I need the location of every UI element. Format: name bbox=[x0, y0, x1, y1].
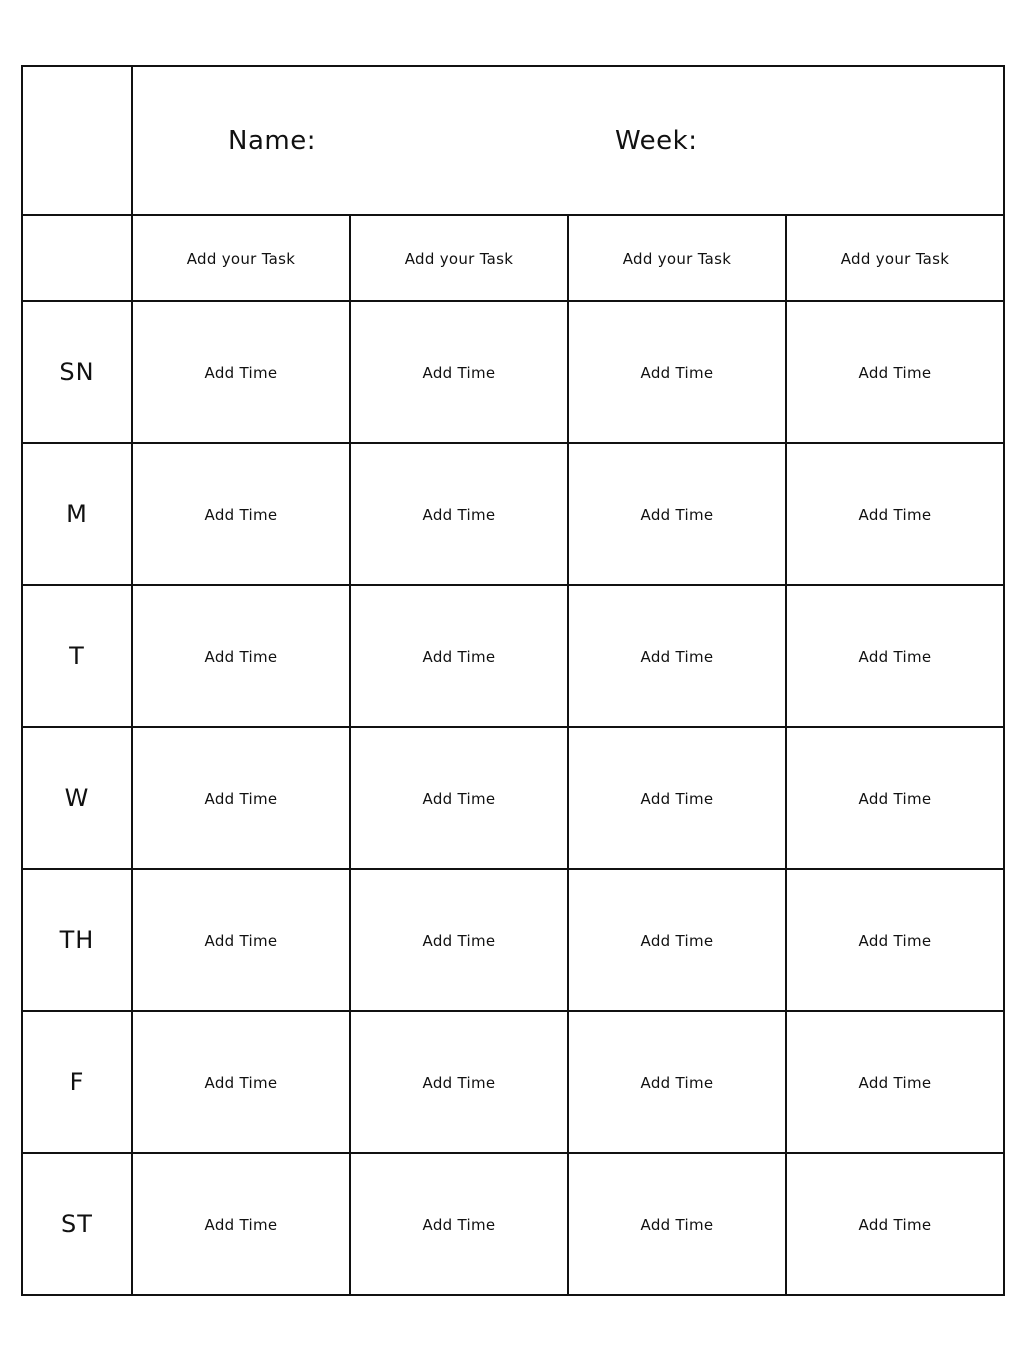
time-label: Add Time bbox=[640, 505, 714, 524]
time-label: Add Time bbox=[204, 647, 278, 666]
time-label: Add Time bbox=[858, 647, 932, 666]
day-cell bbox=[22, 1153, 132, 1295]
time-cell[interactable] bbox=[350, 869, 568, 1011]
time-cell[interactable] bbox=[350, 585, 568, 727]
day-label: ST bbox=[61, 1210, 93, 1238]
time-cell[interactable] bbox=[568, 1011, 786, 1153]
day-label: T bbox=[69, 642, 85, 670]
corner-cell bbox=[22, 66, 132, 215]
time-cell[interactable] bbox=[568, 1153, 786, 1295]
day-label: SN bbox=[59, 358, 95, 386]
time-cell[interactable] bbox=[568, 443, 786, 585]
time-label: Add Time bbox=[858, 363, 932, 382]
time-label: Add Time bbox=[422, 1073, 496, 1092]
time-cell[interactable] bbox=[786, 1153, 1004, 1295]
weekly-planner-table bbox=[21, 65, 1005, 1296]
time-label: Add Time bbox=[204, 1073, 278, 1092]
time-cell[interactable] bbox=[786, 301, 1004, 443]
task-cell[interactable] bbox=[350, 215, 568, 301]
day-row-st bbox=[22, 1153, 1004, 1295]
time-label: Add Time bbox=[640, 1073, 714, 1092]
time-cell[interactable] bbox=[786, 1011, 1004, 1153]
time-label: Add Time bbox=[858, 1215, 932, 1234]
time-label: Add Time bbox=[640, 931, 714, 950]
day-label: TH bbox=[59, 926, 95, 954]
task-label: Add your Task bbox=[840, 249, 950, 268]
time-label: Add Time bbox=[204, 363, 278, 382]
time-cell[interactable] bbox=[350, 443, 568, 585]
name-label: Name: bbox=[228, 125, 316, 156]
time-label: Add Time bbox=[422, 505, 496, 524]
time-label: Add Time bbox=[204, 505, 278, 524]
time-cell[interactable] bbox=[568, 869, 786, 1011]
day-row-w bbox=[22, 727, 1004, 869]
time-label: Add Time bbox=[204, 789, 278, 808]
day-cell bbox=[22, 869, 132, 1011]
day-row-t bbox=[22, 585, 1004, 727]
day-label: F bbox=[69, 1068, 85, 1096]
time-label: Add Time bbox=[422, 931, 496, 950]
time-label: Add Time bbox=[640, 363, 714, 382]
time-cell[interactable] bbox=[350, 1011, 568, 1153]
time-cell[interactable] bbox=[786, 443, 1004, 585]
week-label: Week: bbox=[615, 125, 698, 156]
time-label: Add Time bbox=[858, 1073, 932, 1092]
time-cell[interactable] bbox=[350, 301, 568, 443]
day-row-f bbox=[22, 1011, 1004, 1153]
task-cell[interactable] bbox=[568, 215, 786, 301]
time-label: Add Time bbox=[640, 1215, 714, 1234]
day-label: M bbox=[66, 500, 88, 528]
task-cell[interactable] bbox=[786, 215, 1004, 301]
task-label: Add your Task bbox=[186, 249, 296, 268]
time-cell[interactable] bbox=[132, 443, 350, 585]
day-row-th bbox=[22, 869, 1004, 1011]
header-row bbox=[22, 66, 1004, 215]
time-cell[interactable] bbox=[350, 727, 568, 869]
time-label: Add Time bbox=[204, 1215, 278, 1234]
time-label: Add Time bbox=[422, 789, 496, 808]
time-label: Add Time bbox=[422, 647, 496, 666]
day-cell bbox=[22, 1011, 132, 1153]
day-label: W bbox=[64, 784, 90, 812]
time-cell[interactable] bbox=[132, 585, 350, 727]
time-label: Add Time bbox=[640, 647, 714, 666]
tasks-row bbox=[22, 215, 1004, 301]
time-cell[interactable] bbox=[350, 1153, 568, 1295]
time-label: Add Time bbox=[858, 931, 932, 950]
day-cell bbox=[22, 727, 132, 869]
day-row-sn bbox=[22, 301, 1004, 443]
time-label: Add Time bbox=[858, 505, 932, 524]
day-row-m bbox=[22, 443, 1004, 585]
time-label: Add Time bbox=[640, 789, 714, 808]
day-cell bbox=[22, 301, 132, 443]
task-label: Add your Task bbox=[404, 249, 514, 268]
time-label: Add Time bbox=[422, 363, 496, 382]
tasks-row-corner-cell bbox=[22, 215, 132, 301]
time-cell[interactable] bbox=[132, 869, 350, 1011]
time-cell[interactable] bbox=[568, 585, 786, 727]
time-cell[interactable] bbox=[568, 727, 786, 869]
time-label: Add Time bbox=[422, 1215, 496, 1234]
time-cell[interactable] bbox=[786, 869, 1004, 1011]
time-label: Add Time bbox=[204, 931, 278, 950]
time-cell[interactable] bbox=[132, 1153, 350, 1295]
day-cell bbox=[22, 443, 132, 585]
task-cell[interactable] bbox=[132, 215, 350, 301]
time-label: Add Time bbox=[858, 789, 932, 808]
name-week-cell[interactable] bbox=[132, 66, 1004, 215]
time-cell[interactable] bbox=[786, 727, 1004, 869]
time-cell[interactable] bbox=[132, 301, 350, 443]
time-cell[interactable] bbox=[132, 1011, 350, 1153]
day-cell bbox=[22, 585, 132, 727]
time-cell[interactable] bbox=[568, 301, 786, 443]
time-cell[interactable] bbox=[786, 585, 1004, 727]
task-label: Add your Task bbox=[622, 249, 732, 268]
time-cell[interactable] bbox=[132, 727, 350, 869]
